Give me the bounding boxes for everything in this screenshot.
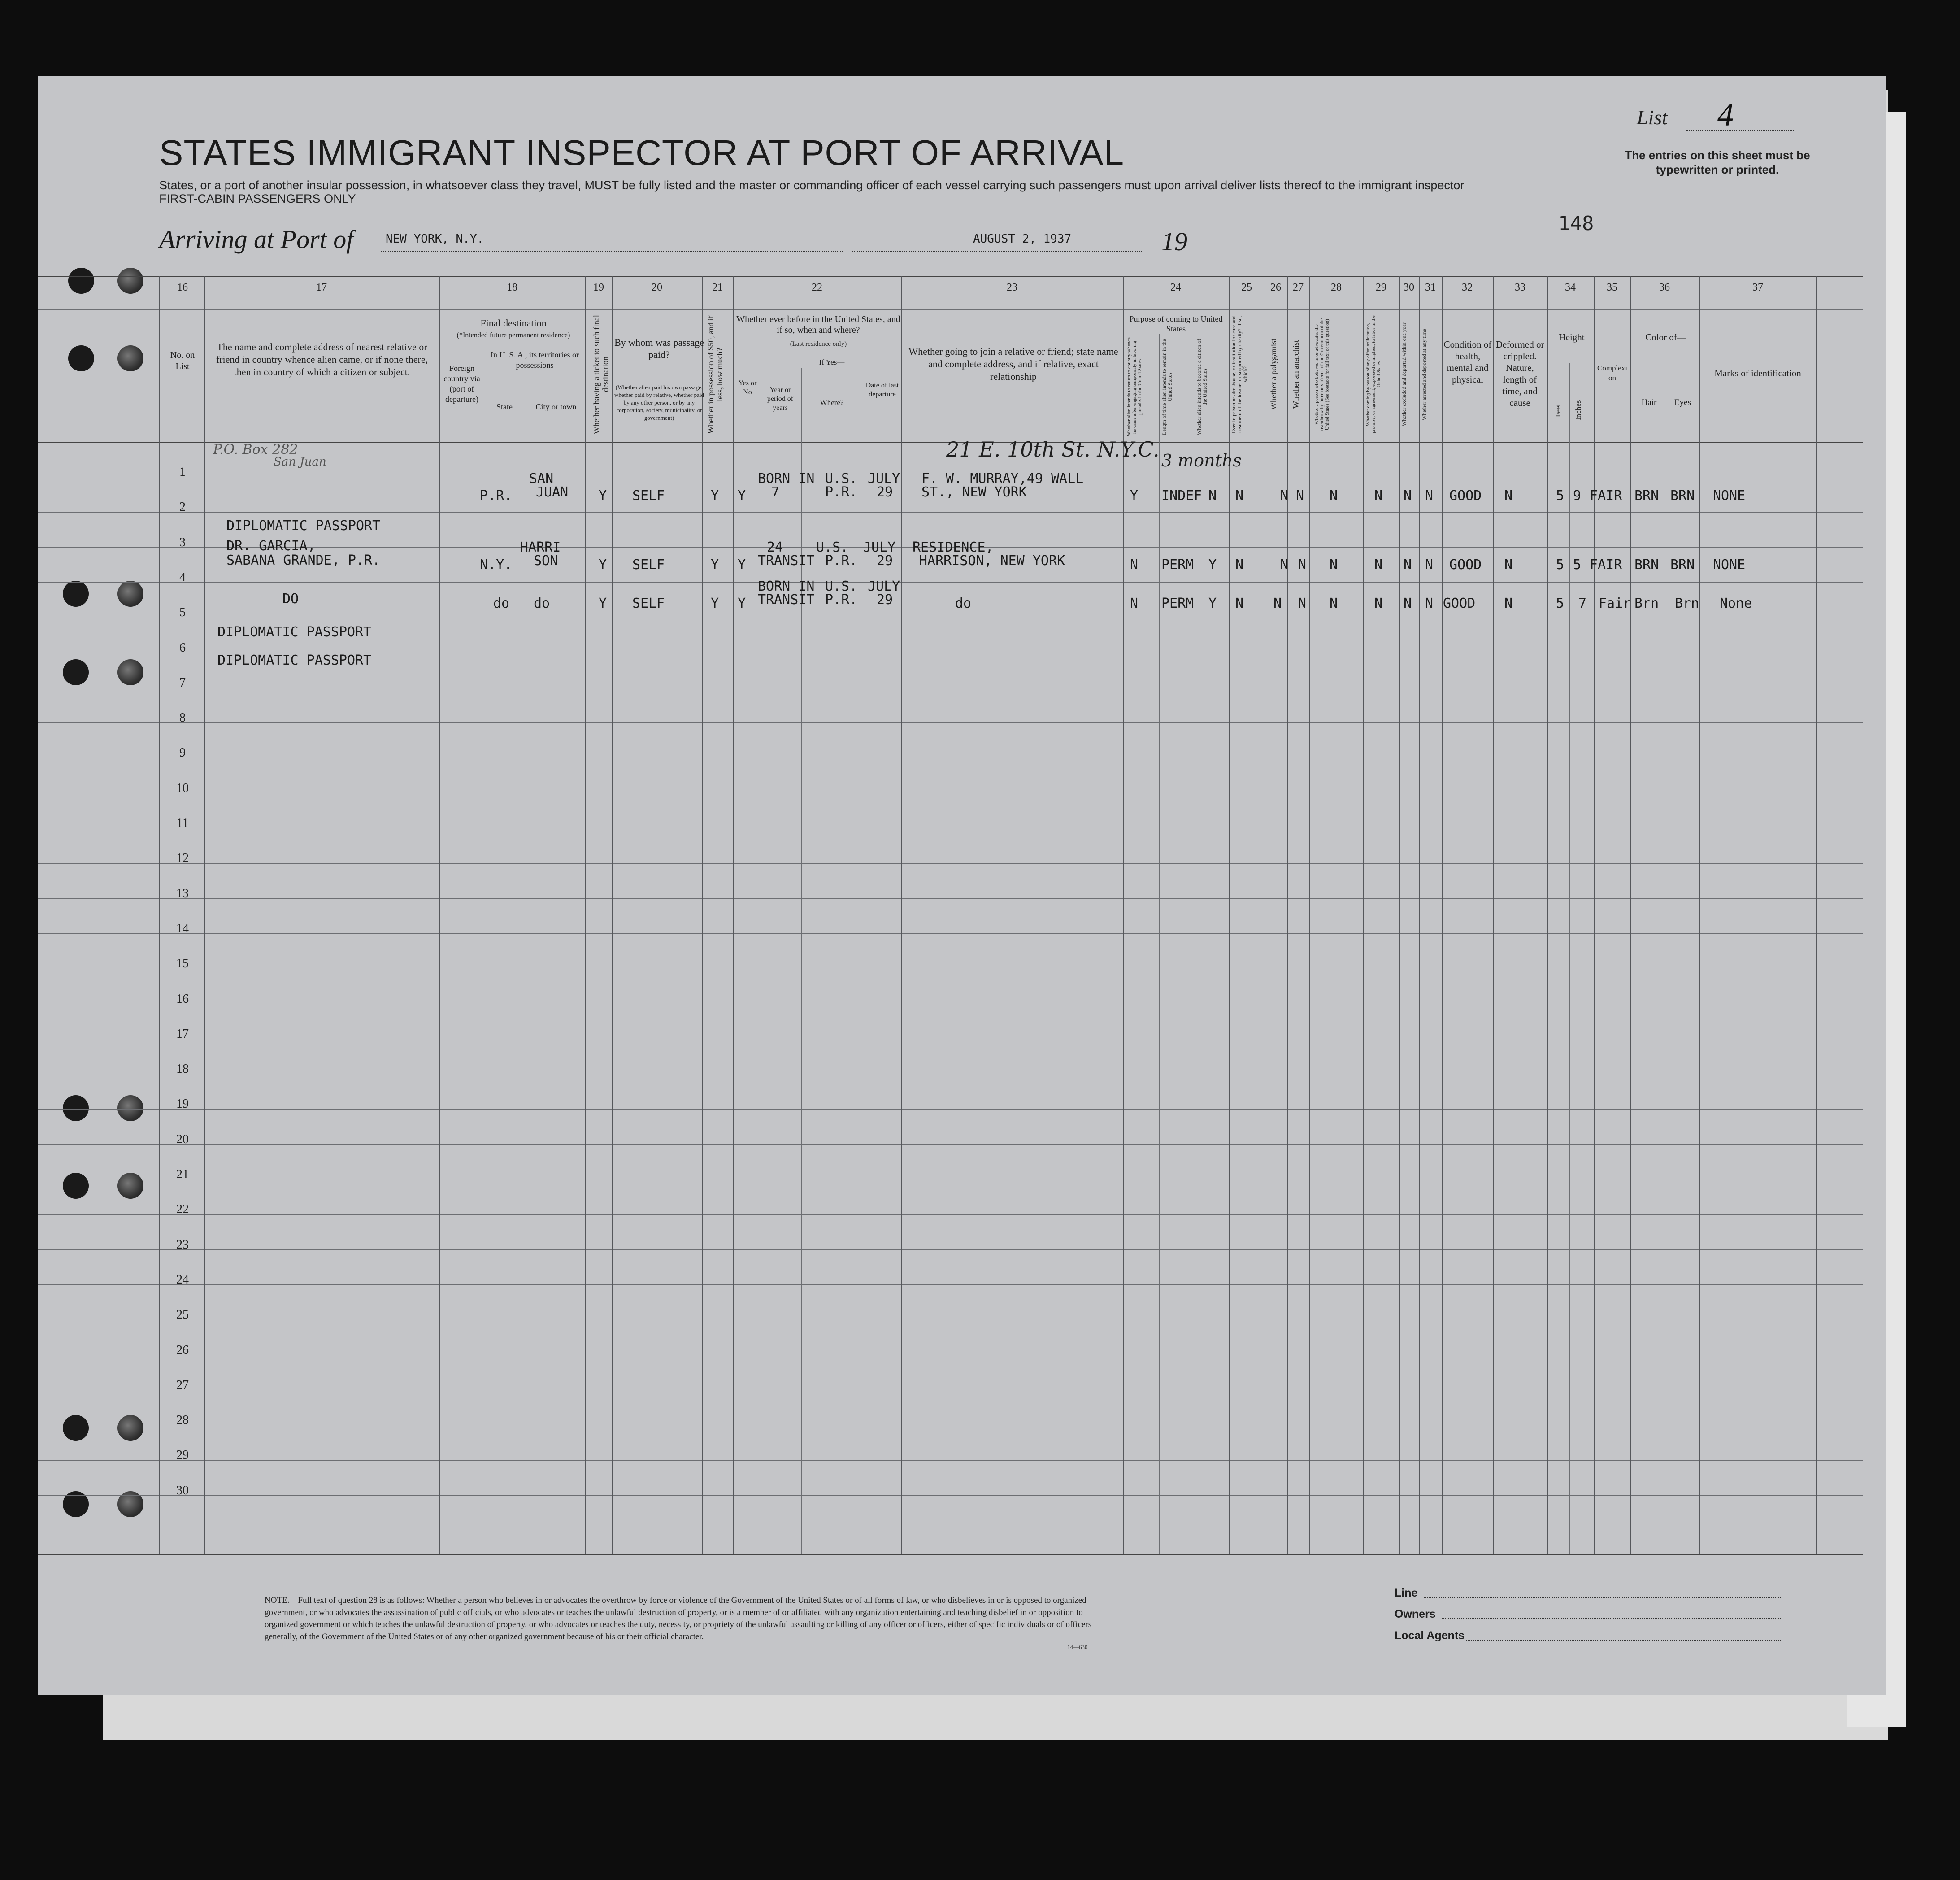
column-rule (1399, 276, 1400, 1554)
row-number: 21 (176, 1167, 189, 1181)
owners-rule (1442, 1618, 1782, 1619)
heading-state: State (496, 402, 513, 411)
local-agents-rule (1466, 1640, 1782, 1641)
r1-citizen: N (1208, 488, 1217, 504)
r1-fifty: Y (711, 488, 719, 504)
r3-state: N.Y. (480, 557, 513, 573)
column-number: 19 (593, 282, 604, 293)
r3-marks: NONE (1713, 557, 1746, 573)
column-rule (159, 276, 160, 1554)
r1-city: SAN (529, 471, 554, 487)
sub-column-rule (801, 368, 802, 1554)
r1-city: JUAN (536, 484, 569, 500)
r1-period: 7 (771, 484, 780, 500)
r4-inches: 7 (1578, 596, 1587, 611)
header-class: FIRST-CABIN PASSENGERS ONLY (159, 192, 356, 205)
r4-fifty: Y (711, 596, 719, 611)
r1-return: Y (1130, 488, 1139, 504)
column-rule (1309, 276, 1310, 1554)
heading-relative-address: The name and complete address of nearest relative or friend in country whence alien came, or if none there, then in country of which a citizen or subject. (216, 341, 428, 378)
column-number: 35 (1607, 282, 1617, 293)
column-number: 26 (1270, 282, 1281, 293)
r4-q30: N (1404, 596, 1412, 611)
r6-relative: DIPLOMATIC PASSPORT (217, 653, 372, 668)
heading-color-of: Color of— (1645, 332, 1686, 343)
row-rule (38, 1460, 1863, 1461)
heading-fifty-dollars: Whether in possession of $50, and if less, how much? (706, 315, 724, 434)
heading-citizen-intent: Whether alien intends to become a citizen of the United States (1196, 339, 1208, 435)
heading-health: Condition of health, mental and physical (1443, 339, 1492, 385)
column-rule (901, 276, 902, 1554)
heading-length-of-stay: Length of time alien intends to remain in the United States (1161, 339, 1173, 435)
r4-health: GOOD (1443, 596, 1476, 611)
r4-q31: N (1425, 596, 1434, 611)
line-label: Line (1395, 1587, 1418, 1599)
heading-before-in-us: Whether ever before in the United States, and if so, when and where? (736, 314, 900, 335)
row-number: 28 (176, 1413, 189, 1427)
row-number: 25 (176, 1308, 189, 1322)
row-number: 9 (179, 746, 186, 760)
owners-label: Owners (1395, 1608, 1436, 1620)
row-rule (38, 1249, 1863, 1250)
r3-prison: N (1235, 557, 1244, 573)
heading-final-destination: Final destination (480, 318, 547, 329)
heading-excluded: Whether excluded and deported within one year (1401, 322, 1407, 426)
r3-deformed: N (1504, 557, 1513, 573)
row-number: 10 (176, 781, 189, 795)
arriving-label: Arriving at Port of (159, 225, 354, 254)
page-number: 148 (1558, 212, 1594, 235)
row-number: 14 (176, 922, 189, 936)
r3-feet: 5 (1556, 557, 1565, 573)
column-rule (1123, 276, 1124, 1554)
r3-hair: BRN (1634, 557, 1659, 573)
heading-passage-paid: By whom was passage paid? (614, 337, 704, 360)
heading-anarchist: Whether an anarchist (1291, 340, 1300, 409)
footnote-question-28: NOTE.—Full text of question 28 is as follows: Whether a person who believes in or advocates the overthrow by force or violence of the Government of the United States or of all forms of law, or who disbelieves in or is opposed to organized government, or who advocates the assassination of public officials, or who advocates or teaches the unlawful destruction of property, or is a member of or affiliated with any organization entertaining and teaching disbelief in or opposition to organized government or which teaches the unlawful destruction of property, or who advocates or teaches the duty, necessity, or propriety of the unlawful assaulting or killing of any officer or officers, either of specific individuals or of officers generally, of the Government of the United States or of any other organized government because of his or their official character. (265, 1596, 1092, 1641)
r3-length: PERM (1161, 557, 1194, 573)
local-agents-label: Local Agents (1395, 1629, 1465, 1642)
heading-marks: Marks of identification (1714, 368, 1801, 379)
column-rule (1547, 276, 1548, 1554)
r1-hair: BRN (1634, 488, 1659, 504)
column-number: 21 (712, 282, 723, 293)
entries-note: The entries on this sheet must be typewritten or printed. (1625, 148, 1810, 176)
r4-deformed: N (1504, 596, 1513, 611)
column-number: 29 (1376, 282, 1386, 293)
r3-where: P.R. (825, 553, 858, 569)
r1-health: GOOD (1449, 488, 1482, 504)
r3-q28: N (1330, 557, 1338, 573)
grid-rule (38, 309, 1863, 310)
column-number: 25 (1241, 282, 1252, 293)
r3-city: SON (534, 553, 558, 569)
row-rule (38, 1214, 1863, 1215)
row-number: 5 (179, 605, 186, 619)
column-number: 16 (177, 282, 188, 293)
sub-column-rule (1569, 363, 1570, 1554)
column-number: 28 (1331, 282, 1342, 293)
row-number: 13 (176, 887, 189, 901)
row-rule (38, 1495, 1863, 1496)
row-rule (38, 1109, 1863, 1110)
r1-where: U.S. (825, 471, 858, 487)
row-number: 22 (176, 1202, 189, 1216)
r1-before: Y (738, 488, 746, 504)
column-number: 23 (1007, 282, 1017, 293)
handwritten-duration: 3 months (1161, 451, 1242, 470)
row-number: 19 (176, 1097, 189, 1111)
r1-marks: NONE (1713, 488, 1746, 504)
row-number: 12 (176, 851, 189, 865)
column-rule (1699, 276, 1700, 1554)
column-rule (1442, 276, 1443, 1554)
arrival-date: AUGUST 2, 1937 (973, 232, 1072, 246)
column-number: 33 (1515, 282, 1525, 293)
r1-state: P.R. (480, 488, 513, 504)
column-rule (1287, 276, 1288, 1554)
handwritten-join-address: 21 E. 10th St. N.Y.C. (946, 437, 1160, 461)
column-rule (1363, 276, 1364, 1554)
r3-anarchist: N (1298, 557, 1307, 573)
r1-departure: JULY (868, 471, 900, 487)
grid-rule (38, 276, 1863, 277)
r4-before: Y (738, 596, 746, 611)
r1-eyes: BRN (1670, 488, 1695, 504)
column-number: 17 (316, 282, 327, 293)
r1-q30: N (1404, 488, 1412, 504)
r1-departure: 29 (877, 484, 893, 500)
heading-prison: Ever in prison or almshouse, or institution for care and treatment of the insane, or supported by charity? If so, which? (1230, 315, 1248, 434)
r4-hair: Brn (1634, 596, 1659, 611)
row-number: 30 (176, 1484, 189, 1497)
r3-inches: 5 (1573, 557, 1582, 573)
column-number: 24 (1170, 282, 1181, 293)
r4-length: PERM (1161, 596, 1194, 611)
r3-period: TRANSIT (758, 553, 815, 569)
heading-final-destination-note: (*Intended future permanent residence) (456, 331, 570, 339)
row-number: 4 (179, 570, 186, 584)
row-number: 27 (176, 1378, 189, 1392)
row-number: 16 (176, 992, 189, 1006)
row-number: 15 (176, 957, 189, 970)
r3-fifty: Y (711, 557, 719, 573)
header-instructions: States, or a port of another insular possession, in whatsoever class they travel, MUST be fully listed and the master or commanding officer of each vessel carrying such passengers must upon arrival deliver lists thereof to the immigrant inspector (159, 178, 1465, 192)
heading-yes-or-no: Yes or No (738, 379, 757, 396)
row-number: 24 (176, 1273, 189, 1287)
heading-inches: Inches (1574, 400, 1582, 421)
r4-q29: N (1374, 596, 1383, 611)
column-rule (1630, 276, 1631, 1554)
r3-ticket: Y (599, 557, 607, 573)
heading-where: Where? (820, 398, 844, 407)
column-rule (733, 276, 734, 1554)
column-rule (1816, 276, 1817, 1554)
heading-complexion: Complexion (1597, 364, 1628, 382)
r4-prison: N (1235, 596, 1244, 611)
column-number: 20 (652, 282, 662, 293)
row-rule (38, 582, 1863, 583)
heading-height: Height (1559, 332, 1585, 343)
r4-departure: 29 (877, 592, 893, 608)
row-number: 29 (176, 1448, 189, 1462)
column-number: 34 (1565, 282, 1576, 293)
r4-where: U.S. (825, 579, 858, 594)
column-rule (585, 276, 586, 1554)
page-title: STATES IMMIGRANT INSPECTOR AT PORT OF ARRIVAL (159, 133, 1125, 173)
r3-period: 24 (767, 540, 783, 555)
r1-q28: N (1330, 488, 1338, 504)
r4-feet: 5 (1556, 596, 1565, 611)
r1-q29: N (1374, 488, 1383, 504)
heading-no-on-list: No. on List (170, 350, 195, 371)
row-rule (38, 722, 1863, 723)
row-rule (38, 863, 1863, 864)
r1-complexion: FAIR (1590, 488, 1622, 504)
heading-last-departure: Date of last departure (865, 382, 899, 398)
row-number: 3 (179, 535, 186, 549)
r4-period: TRANSIT (758, 592, 815, 608)
r4-state: do (493, 596, 510, 611)
r3-complexion: FAIR (1590, 557, 1622, 573)
column-number: 18 (507, 282, 517, 293)
r3-q30: N (1404, 557, 1412, 573)
column-rule (612, 276, 613, 1554)
heading-join-relative: Whether going to join a relative or friend; state name and complete address, and if relative, exact relationship (908, 346, 1118, 382)
r5-relative: DIPLOMATIC PASSPORT (217, 624, 372, 640)
r1-where: P.R. (825, 484, 858, 500)
column-number: 32 (1462, 282, 1473, 293)
row-rule (38, 512, 1863, 513)
r4-period: BORN IN (758, 579, 815, 594)
heading-city: City or town (535, 402, 577, 411)
r3-citizen: Y (1208, 557, 1217, 573)
r1-prison: N (1235, 488, 1244, 504)
r4-citizen: Y (1208, 596, 1217, 611)
r4-relative: DO (282, 591, 299, 607)
r1-feet: 5 (1556, 488, 1565, 504)
row-number: 20 (176, 1132, 189, 1146)
handwritten-po-box: P.O. Box 282 (213, 442, 298, 457)
row-rule (38, 1284, 1863, 1285)
row-number: 2 (179, 500, 186, 514)
list-number: 4 (1717, 97, 1734, 133)
column-number: 27 (1293, 282, 1304, 293)
r1-paid-by: SELF (632, 488, 665, 504)
column-number: 30 (1404, 282, 1414, 293)
r3-city: HARRI (520, 540, 561, 555)
line-rule (1424, 1597, 1782, 1598)
r3-health: GOOD (1449, 557, 1482, 573)
column-number: 31 (1425, 282, 1436, 293)
row-rule (38, 933, 1863, 934)
r3-eyes: BRN (1670, 557, 1695, 573)
heading-ticket: Whether having a ticket to such final destination (592, 315, 610, 434)
heading-purpose: Purpose of coming to United States (1129, 314, 1223, 333)
row-rule (38, 1144, 1863, 1145)
port-of-arrival: NEW YORK, N.Y. (386, 232, 484, 246)
row-number: 6 (179, 641, 186, 655)
r1-period: BORN IN (758, 471, 815, 487)
heading-year-period: Year or period of years (767, 386, 794, 412)
row-number: 18 (176, 1062, 189, 1076)
r1-q31: N (1425, 488, 1434, 504)
heading-hair: Hair (1641, 398, 1657, 407)
grid-rule (38, 1554, 1863, 1555)
column-rule (1493, 276, 1494, 1554)
heading-feet: Feet (1554, 404, 1562, 417)
column-rule (439, 276, 440, 1554)
row-number: 26 (176, 1343, 189, 1357)
heading-question-28: Whether a person who believes in or advocates the overthrow by force or violence of the Government of the United States (See footnote for full text of this question) (1314, 318, 1330, 431)
r1-inches: 9 (1573, 488, 1582, 504)
heading-eyes: Eyes (1674, 398, 1691, 407)
r4-complexion: Fair (1599, 596, 1631, 611)
r1-polygamist: N (1280, 488, 1289, 504)
row-number: 8 (179, 711, 186, 725)
column-number: 37 (1752, 282, 1763, 293)
heading-foreign-country: Foreign country via (port of departure) (443, 364, 480, 404)
column-number: 36 (1659, 282, 1670, 293)
r3-q31: N (1425, 557, 1434, 573)
heading-return-intent: Whether alien intends to return to country whence he came after engaging temporarily in laboring pursuits in the United States (1126, 337, 1143, 437)
r1-ticket: Y (599, 488, 607, 504)
r3-departure: JULY (863, 540, 896, 555)
heading-arrested: Whether arrested and deported at any time (1421, 329, 1427, 420)
list-label: List (1637, 106, 1668, 129)
column-rule (1419, 276, 1420, 1554)
heading-passage-paid-note: (Whether alien paid his own passage, whether paid by relative, whether paid by any other person, or by any corporation, society, municipality, or government) (614, 384, 704, 421)
heading-last-residence: (Last residence only) (790, 340, 847, 348)
r4-return: N (1130, 596, 1139, 611)
r4-ticket: Y (599, 596, 607, 611)
r3-q29: N (1374, 557, 1383, 573)
r4-where: P.R. (825, 592, 858, 608)
row-number: 1 (179, 465, 186, 479)
row-number: 7 (179, 676, 186, 690)
r3-departure: 29 (877, 553, 893, 569)
heading-deformed: Deformed or crippled. Nature, length of time, and cause (1495, 339, 1544, 408)
column-rule (204, 276, 205, 1554)
r4-joining: do (955, 596, 972, 611)
r4-paid-by: SELF (632, 596, 665, 611)
form-number: 14—630 (1067, 1644, 1088, 1650)
r3-relative: SABANA GRANDE, P.R. (226, 553, 381, 568)
column-number: 22 (812, 282, 822, 293)
r4-eyes: Brn (1675, 596, 1699, 611)
r4-q28: N (1330, 596, 1338, 611)
heading-if-yes: If Yes— (819, 358, 845, 366)
column-rule (1594, 276, 1595, 1554)
r3-polygamist: N (1280, 557, 1289, 573)
r1-deformed: N (1504, 488, 1513, 504)
r1-joining: ST., NEW YORK (921, 484, 1027, 500)
r4-marks: None (1720, 596, 1752, 611)
r1-length: INDEF (1161, 488, 1202, 504)
r4-city: do (534, 596, 550, 611)
column-rule (702, 276, 703, 1554)
row-number: 23 (176, 1238, 189, 1252)
r3-relative: DR. GARCIA, (226, 538, 316, 554)
row-number: 11 (176, 816, 189, 830)
sub-column-rule (1159, 334, 1160, 1554)
row-number: 17 (176, 1027, 189, 1041)
heading-labor-offer: Whether coming by reason of any offer, solicitation, promise, or agreement, expressed or implied, to labor in the United States (1365, 315, 1382, 434)
r3-paid-by: SELF (632, 557, 665, 573)
r3-joining: RESIDENCE, (913, 540, 994, 555)
r4-polygamist: N (1273, 596, 1282, 611)
r3-before: Y (738, 557, 746, 573)
row-rule (38, 898, 1863, 899)
r3-where: U.S. (816, 540, 849, 555)
r1-anarchist: N (1296, 488, 1304, 504)
r3-return: N (1130, 557, 1139, 573)
r4-departure: JULY (868, 579, 900, 594)
r4-anarchist: N (1298, 596, 1307, 611)
heading-usa-territories: In U. S. A., its territories or possessions (491, 350, 579, 370)
r2-relative: DIPLOMATIC PASSPORT (226, 518, 381, 534)
year-prefix: 19 (1161, 227, 1187, 256)
heading-polygamist: Whether a polygamist (1269, 339, 1278, 410)
handwritten-city: San Juan (274, 455, 326, 469)
r3-joining: HARRISON, NEW YORK (919, 553, 1065, 569)
r1-joining: F. W. MURRAY,49 WALL (921, 471, 1084, 487)
